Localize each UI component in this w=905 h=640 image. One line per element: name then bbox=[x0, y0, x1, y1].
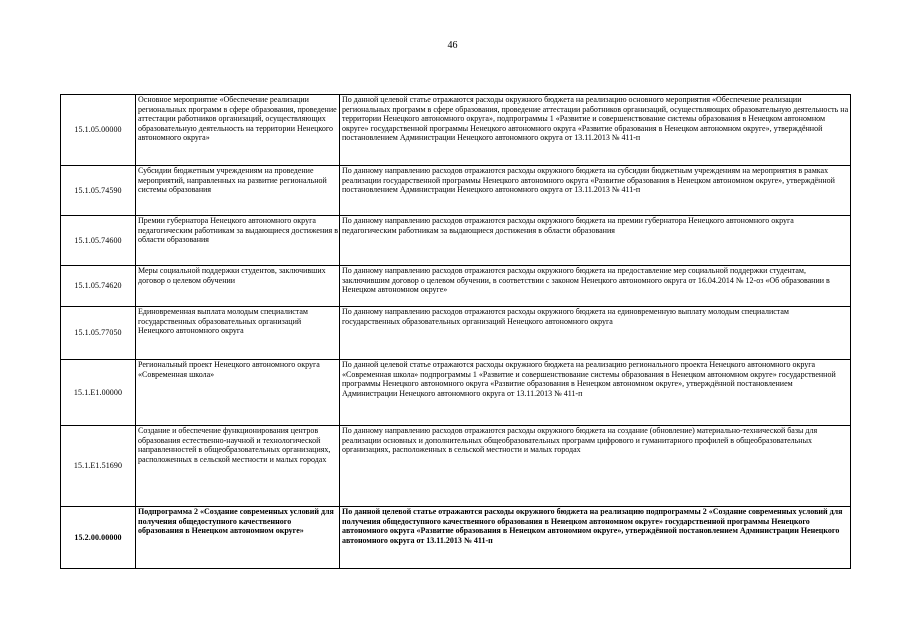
target-article-code: 15.2.00.00000 bbox=[61, 507, 136, 569]
target-article-code: 15.1.05.74620 bbox=[61, 266, 136, 307]
table-row bbox=[61, 95, 851, 166]
target-article-code: 15.1.E1.00000 bbox=[61, 360, 136, 426]
table-row bbox=[61, 166, 851, 216]
target-article-description: По данному направлению расходов отражаются расходы окружного бюджета на создание (обновление) материально-технической базы для реализации основных и дополнительных общеобразовательных программ цифрового и гуманитарного профилей в общеобразовательных организациях, расположенных в сельской местности и малых городах bbox=[340, 426, 851, 507]
target-article-description: По данной целевой статье отражаются расходы окружного бюджета на реализацию основного мероприятия «Обеспечение реализации региональных программ в сфере образования, проведение аттестации работников организаций, осуществляющих образовательную деятельность на территории Ненецкого автономного округа», подпрограммы 1 «Развитие и совершенствование системы образования в Ненецком автономном округе» государственной программы Ненецкого автономного округа «Развитие образования в Ненецком автономном округе», утверждённой постановлением Администрации Ненецкого автономного округа от 13.11.2013 № 411-п bbox=[340, 95, 851, 166]
target-article-description: По данному направлению расходов отражаются расходы окружного бюджета на единовременную выплату молодым специалистам государственных образовательных организаций Ненецкого автономного округа bbox=[340, 307, 851, 360]
target-article-name: Региональный проект Ненецкого автономного округа «Современная школа» bbox=[136, 360, 340, 426]
target-article-name: Субсидии бюджетным учреждениям на проведение мероприятий, направленных на развитие региональной системы образования bbox=[136, 166, 340, 216]
target-article-code: 15.1.05.74600 bbox=[61, 216, 136, 266]
table-row bbox=[61, 426, 851, 507]
table-row bbox=[61, 216, 851, 266]
target-article-description: По данной целевой статье отражаются расходы окружного бюджета на реализацию регионального проекта Ненецкого автономного округа «Современная школа» подпрограммы 1 «Развитие и совершенствование системы образования в Ненецком автономном округе» государственной программы Ненецкого автономного округа «Развитие образования в Ненецком автономном округе», утверждённой постановлением Администрации Ненецкого автономного округа от 13.11.2013 № 411-п bbox=[340, 360, 851, 426]
target-article-name: Подпрограмма 2 «Создание современных условий для получения общедоступного качественного образования в Ненецком автономном округе» bbox=[136, 507, 340, 569]
target-article-description: По данному направлению расходов отражаются расходы окружного бюджета на субсидии бюджетным учреждениям на мероприятия в рамках реализации государственной программы Ненецкого автономного округа «Развитие образования в Ненецком автономном округе», утверждённой постановлением Администрации Ненецкого автономного округа от 13.11.2013 № 411-п bbox=[340, 166, 851, 216]
target-article-name: Основное мероприятие «Обеспечение реализации региональных программ в сфере образования, проведение аттестации работников организаций, осуществляющих образовательную деятельность на территории Ненецкого автономного округа» bbox=[136, 95, 340, 166]
target-article-name: Создание и обеспечение функционирования центров образования естественно-научной и технологической направленностей в общеобразовательных организациях, расположенных в сельской местности и малых городах bbox=[136, 426, 340, 507]
target-article-code: 15.1.05.74590 bbox=[61, 166, 136, 216]
target-article-name: Меры социальной поддержки студентов, заключивших договор о целевом обучении bbox=[136, 266, 340, 307]
target-article-description: По данному направлению расходов отражаются расходы окружного бюджета на премии губернатора Ненецкого автономного округа педагогическим работникам за выдающиеся достижения в области образования bbox=[340, 216, 851, 266]
budget-classification-table bbox=[60, 94, 851, 569]
target-article-name: Премии губернатора Ненецкого автономного округа педагогическим работникам за выдающиеся достижения в области образования bbox=[136, 216, 340, 266]
table-row bbox=[61, 266, 851, 307]
target-article-code: 15.1.05.00000 bbox=[61, 95, 136, 166]
page-number: 46 bbox=[447, 40, 458, 51]
table-row-subprogram bbox=[61, 507, 851, 569]
target-article-description: По данной целевой статье отражаются расходы окружного бюджета на реализацию подпрограммы 2 «Создание современных условий для получения общедоступного качественного образования в Ненецком автономном округе» государственной программы Ненецкого автономного округа «Развитие образования в Ненецком автономном округе», утверждённой постановлением Администрации Ненецкого автономного округа от 13.11.2013 № 411-п bbox=[340, 507, 851, 569]
target-article-description: По данному направлению расходов отражаются расходы окружного бюджета на предоставление мер социальной поддержки студентам, заключившим договор о целевом обучении, в соответствии с законом Ненецкого автономного округа от 16.04.2014 № 12-оз «Об образовании в Ненецком автономном округе» bbox=[340, 266, 851, 307]
target-article-code: 15.1.05.77050 bbox=[61, 307, 136, 360]
target-article-code: 15.1.E1.51690 bbox=[61, 426, 136, 507]
table-row bbox=[61, 360, 851, 426]
table-row bbox=[61, 307, 851, 360]
target-article-name: Единовременная выплата молодым специалистам государственных образовательных организаций Ненецкого автономного округа bbox=[136, 307, 340, 360]
